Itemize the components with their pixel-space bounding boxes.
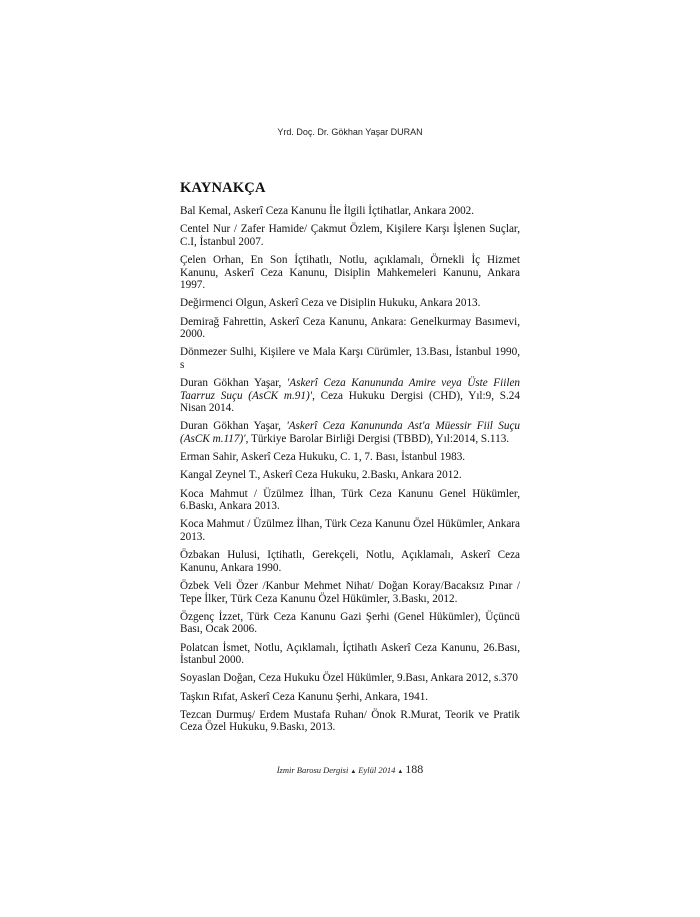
separator-icon: ▲ — [350, 769, 357, 775]
reference-text: Demirağ Fahrettin, Askerî Ceza Kanunu, Ankara: Genelkurmay Basımevi, 2000. — [180, 315, 520, 341]
reference-entry — [180, 709, 520, 734]
reference-text: Bal Kemal, Askerî Ceza Kanunu İle İlgili İçtihatlar, Ankara 2002. — [180, 205, 475, 217]
reference-text: Dönmezer Sulhi, Kişilere ve Mala Karşı Cürümler, 13.Bası, İstanbul 1990, s — [180, 346, 520, 371]
page-footer — [0, 762, 700, 777]
reference-entry — [180, 297, 520, 310]
reference-entry — [180, 691, 520, 704]
reference-text: Duran Gökhan Yaşar, — [180, 420, 287, 433]
reference-list — [180, 205, 520, 734]
reference-entry — [180, 469, 520, 482]
reference-entry — [180, 377, 520, 415]
section-title: KAYNAKÇA — [180, 180, 266, 196]
reference-text: Özbakan Hulusi, Içtihatlı, Gerekçeli, Notlu, Açıklamalı, Askerî Ceza Kanunu, Ankara 1990. — [180, 549, 520, 574]
reference-entry — [180, 580, 520, 605]
reference-entry — [180, 223, 520, 248]
reference-entry — [180, 642, 520, 667]
reference-entry — [180, 488, 520, 513]
reference-entry — [180, 420, 520, 445]
reference-text: Erman Sahir, Askerî Ceza Hukuku, C. 1, 7. Bası, İstanbul 1983. — [180, 451, 466, 464]
reference-text: Değirmenci Olgun, Askerî Ceza ve Disiplin Hukuku, Ankara 2013. — [180, 297, 481, 310]
reference-text: Kangal Zeynel T., Askerî Ceza Hukuku, 2.Baskı, Ankara 2012. — [180, 469, 462, 482]
page-number: 188 — [405, 762, 424, 776]
reference-text: Centel Nur / Zafer Hamide/ Çakmut Özlem, Kişilere Karşı İşlenen Suçlar, C.I, İstanbul 2007. — [180, 223, 520, 248]
running-header: Yrd. Doç. Dr. Gökhan Yaşar DURAN — [277, 127, 423, 137]
reference-text: Duran Gökhan Yaşar, — [180, 377, 287, 390]
reference-entry — [180, 672, 520, 685]
reference-entry — [180, 254, 520, 292]
reference-entry — [180, 205, 520, 218]
journal-name: İzmir Barosu Dergisi — [276, 765, 349, 775]
reference-text: Soyaslan Doğan, Ceza Hukuku Özel Hükümler, 9.Bası, Ankara 2012, s.370 — [180, 672, 518, 685]
reference-text: Polatcan İsmet, Notlu, Açıklamalı, İçtihatlı Askerî Ceza Kanunu, 26.Bası, İstanbul 2000. — [180, 641, 520, 667]
reference-entry — [180, 549, 520, 574]
issue-date: Eylül 2014 — [358, 765, 396, 775]
reference-text: Tezcan Durmuş/ Erdem Mustafa Ruhan/ Önok R.Murat, Teorik ve Pratik Ceza Özel Hukuku, 9.Baskı, 2013. — [180, 708, 520, 734]
reference-entry — [180, 316, 520, 341]
bibliography — [180, 180, 520, 739]
reference-text: Çelen Orhan, En Son İçtihatlı, Notlu, açıklamalı, Örnekli İç Hizmet Kanunu, Askerî Ceza Kanunu, Disiplin Mahkemeleri Kanunu, Ankara 1997. — [180, 253, 520, 292]
reference-text: Koca Mahmut / Üzülmez İlhan, Türk Ceza Kanunu Genel Hükümler, 6.Baskı, Ankara 2013. — [180, 487, 520, 513]
reference-entry — [180, 451, 520, 464]
reference-text: Koca Mahmut / Üzülmez İlhan, Türk Ceza Kanunu Özel Hükümler, Ankara 2013. — [180, 518, 520, 543]
reference-entry — [180, 346, 520, 371]
reference-text: , Ceza Hukuku Dergisi (CHD), Yıl:9, S.24 Nisan 2014. — [180, 389, 520, 415]
reference-entry — [180, 611, 520, 636]
reference-text: Taşkın Rıfat, Askerî Ceza Kanunu Şerhi, Ankara, 1941. — [180, 690, 429, 703]
reference-text: Özgenç İzzet, Türk Ceza Kanunu Gazi Şerhi (Genel Hükümler), Üçüncü Bası, Ocak 2006. — [180, 610, 520, 636]
reference-text: , Türkiye Barolar Birliği Dergisi (TBBD), Yıl:2014, S.113. — [245, 433, 510, 446]
reference-title-italic: 'Askerî Ceza Kanununda Amire veya Üste Fiilen Taarruz Suçu (AsCK m.91)' — [180, 377, 521, 402]
reference-entry — [180, 518, 520, 543]
reference-title-italic: 'Askerî Ceza Kanununda Ast'a Müessir Fiil Suçu (AsCK m.117)' — [180, 420, 521, 446]
separator-icon: ▲ — [397, 769, 404, 775]
reference-text: Özbek Veli Özer /Kanbur Mehmet Nihat/ Doğan Koray/Bacaksız Pınar / Tepe İlker, Türk Ceza Kanunu Özel Hükümler, 3.Baskı, 2012. — [180, 579, 520, 605]
